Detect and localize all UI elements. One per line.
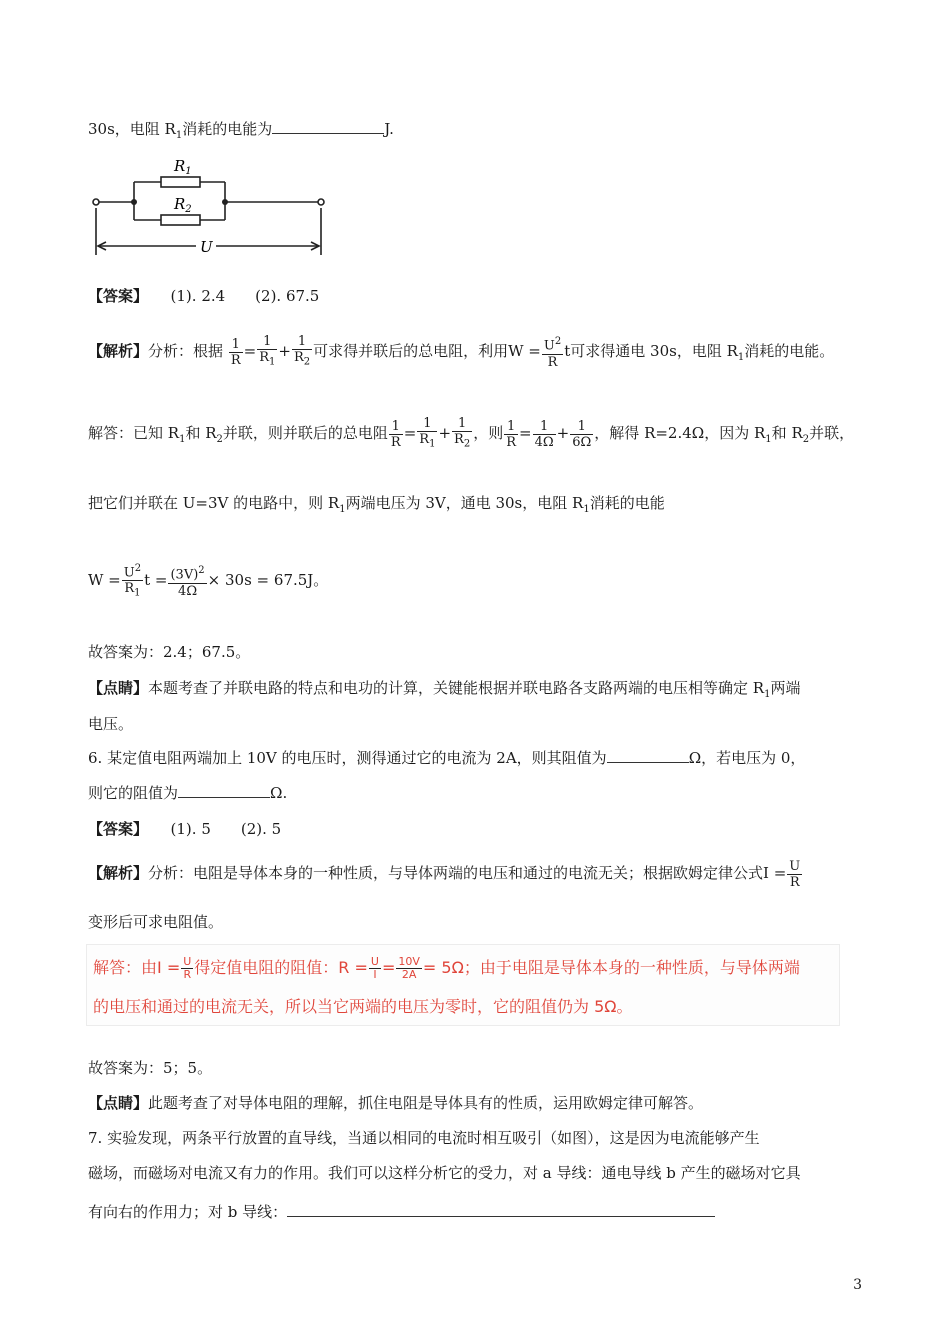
q6-answer-line: 【答案】 (1). 5 (2). 5	[88, 820, 282, 838]
q6-analysis-line2: 变形后可求电阻值。	[88, 913, 224, 931]
q5-comment-line: 【点睛】本题考查了并联电路的特点和电功的计算，关键能根据并联电路各支路两端的电压相等确定 $R_1$两端	[88, 679, 801, 700]
q5-result: 故答案为：2.4；67.5。	[88, 643, 251, 661]
q5-solve-line: 解答：已知 $R_1$和 $R_2$并联，则并联后的总电阻 $\frac{1}{R}$ = $\frac{1}{R_1}$ + $\frac{1}{R_2}$ ，则 $\frac{1}{R}$ = $\frac{1}{4\Omega}$ + $\frac{1}{6\Omega}$ ，解得 R=2.4Ω，因为 $R_1$和 $R_2$并联，	[88, 416, 855, 450]
q5-answer-blank	[272, 119, 384, 134]
q7-blank	[287, 1202, 715, 1217]
junction-right	[222, 199, 228, 205]
label-r1: $R_1$	[174, 157, 192, 177]
q7-line3: 有向右的作用力；对 b 导线：	[88, 1201, 715, 1223]
q6-solution-line2: 的电压和通过的电流无关，所以当它两端的电压为零时，它的阻值仍为 5Ω。	[93, 997, 633, 1016]
resistor-r1	[161, 177, 200, 187]
q5-answer-line	[88, 285, 319, 307]
q5-analysis-c: 可求得通电 30s，电阻 R	[570, 342, 738, 360]
q5-analysis-line: 【解析】分析：根据 $\frac{1}{R}$ = $\frac{1}{R_1}$ + $\frac{1}{R_2}$ 可求得并联后的总电阻，利用W = $\frac{U^2}{R}$ t可求得通电 30s，电阻 $R_1$消耗的电能。	[88, 334, 835, 370]
q5-tail-unit: J.	[384, 120, 394, 138]
q6-result: 故答案为：5；5。	[88, 1059, 213, 1077]
q7-line2: 磁场，而磁场对电流又有力的作用。我们可以这样分析它的受力，对 a 导线：通电导线 b 产生的磁场对它具	[88, 1164, 801, 1182]
label-r2: $R_2$	[174, 195, 192, 215]
q6-blank-2	[178, 783, 270, 798]
q5-voltage-line: 把它们并联在 U=3V 的电路中，则 $R_1$两端电压为 3V，通电 30s，电阻 $R_1$消耗的电能	[88, 494, 665, 515]
q5-answer-text: (1). 2.4 (2). 67.5	[170, 287, 320, 305]
q5-analysis-b: 可求得并联后的总电阻，利用	[313, 342, 509, 360]
resistor-r2	[161, 215, 200, 225]
q5-analysis-label: 【解析】	[88, 342, 149, 360]
parallel-circuit-diagram	[88, 150, 334, 262]
q6-stem-line: 6. 某定值电阻两端加上 10V 的电压时，测得通过它的电流为 2A，则其阻值为 Ω，若电压为 0，	[88, 749, 806, 767]
q5-tail-text: 30s，电阻 R	[88, 120, 176, 138]
label-u: U	[200, 238, 213, 256]
q6-solution-image	[86, 944, 840, 1026]
q5-comment-line2: 电压。	[88, 715, 134, 733]
q5-analysis-d: 消耗的电能。	[744, 342, 835, 360]
q6-blank-1	[607, 748, 689, 763]
page-number: 3	[853, 1277, 862, 1293]
frac-u2-over-r: $\frac{U^2}{R}$	[543, 336, 562, 370]
q5-answer-label: 【答案】	[88, 287, 141, 305]
q6-analysis-line: 【解析】分析：电阻是导体本身的一种性质，与导体两端的电压和通过的电流无关；根据欧姆定律公式I = $\frac{U}{R}$	[88, 858, 801, 890]
q6-comment-line: 【点睛】此题考查了对导体电阻的理解，抓住电阻是导体具有的性质，运用欧姆定律可解答。	[88, 1094, 704, 1112]
q5-energy-formula: W = $\frac{U^2}{R_1}$ t = $\frac{(3V)^2}{4\Omega}$ × 30s = 67.5J。	[88, 563, 329, 599]
junction-left	[131, 199, 137, 205]
q6-stem-line2: 则它的阻值为 Ω.	[88, 784, 288, 802]
right-terminal	[318, 199, 324, 205]
left-terminal	[93, 199, 99, 205]
q5-tail-rest: 消耗的电能为	[182, 120, 273, 138]
q5-tail-sub: 1	[175, 130, 183, 141]
q6-solution-line1: 解答：由I = $\frac{U}{R}$ 得定值电阻的阻值：R = $\frac{U}{I}$ = $\frac{10V}{2A}$ = 5Ω；由于电阻是导体本身的一种性质，与导体两端	[93, 955, 800, 981]
q5-analysis-a: 分析：根据	[148, 342, 224, 360]
q5-tail-line	[88, 118, 394, 147]
q7-line1: 7. 实验发现，两条平行放置的直导线，当通以相同的电流时相互吸引（如图），这是因为电流能够产生	[88, 1129, 760, 1147]
frac-1-over-r: $\frac{1}{R}$	[230, 336, 241, 368]
